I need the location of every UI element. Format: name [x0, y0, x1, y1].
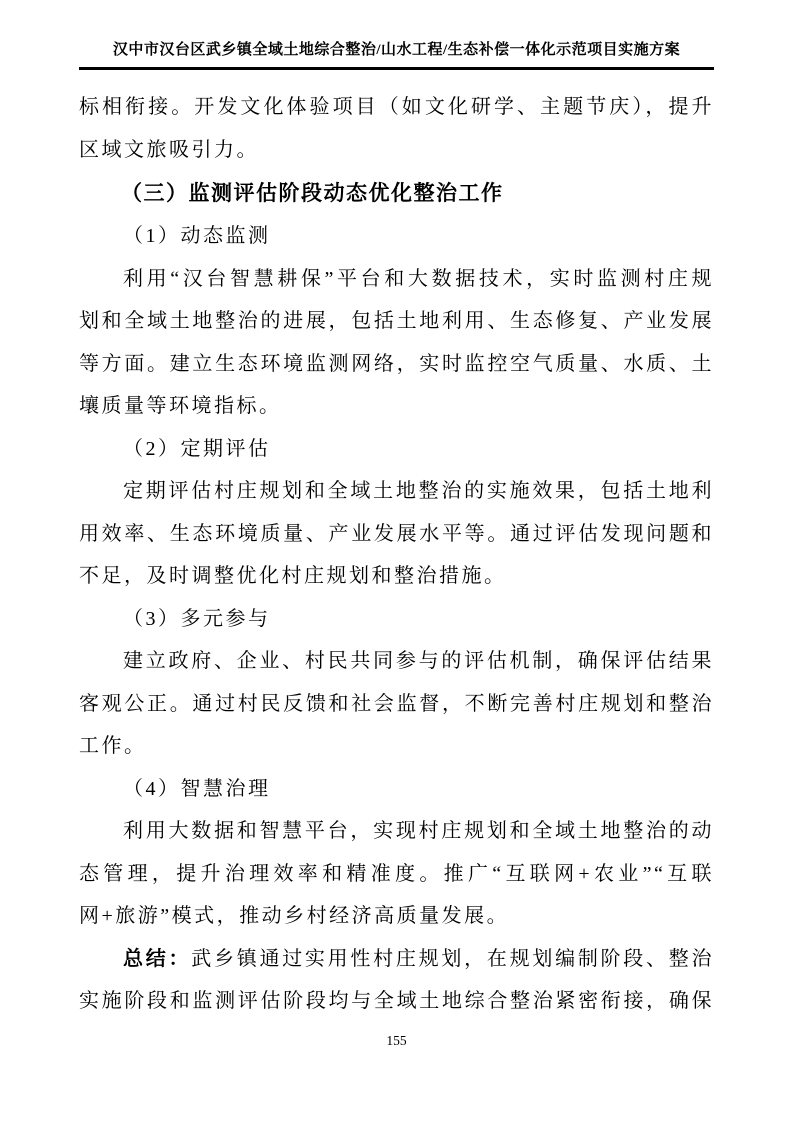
item2-title: （2）定期评估	[123, 437, 271, 460]
text-line: 等方面。建立生态环境监测网络，实时监控空气质量、水质、土	[79, 352, 714, 375]
text-line: 定期评估村庄规划和全域土地整治的实施效果，包括土地利	[123, 480, 714, 502]
section-heading: （三）监测评估阶段动态优化整治工作	[121, 181, 504, 205]
text-line: 态管理，提升治理效率和精准度。推广“互联网+农业”“互联	[79, 862, 714, 885]
text-line: 用效率、生态环境质量、产业发展水平等。通过评估发现问题和	[79, 522, 714, 545]
text-line: 壤质量等环境指标。	[79, 395, 282, 417]
text-line: 建立政府、企业、村民共同参与的评估机制，确保评估结果	[123, 650, 714, 672]
summary-lead: 总结：	[123, 947, 192, 970]
document-body	[79, 86, 714, 1023]
text-line	[79, 938, 714, 981]
text-line: 区域文旅吸引力。	[79, 138, 259, 161]
text-line: 实施阶段和监测评估阶段均与全域土地综合整治紧密衔接，确保	[79, 990, 714, 1012]
page-footer	[79, 1032, 714, 1050]
text-line: 不足，及时调整优化村庄规划和整治措施。	[79, 565, 507, 587]
text-line: 客观公正。通过村民反馈和社会监督，不断完善村庄规划和整治	[79, 692, 714, 715]
paragraph-intro	[79, 86, 714, 171]
header-rule	[79, 67, 714, 70]
paragraph-item4	[79, 810, 714, 938]
text-line: 网+旅游”模式，推动乡村经济高质量发展。	[79, 905, 510, 927]
item3-title: （3）多元参与	[123, 607, 271, 630]
text-line: 标相衔接。开发文化体验项目（如文化研学、主题节庆），提升	[79, 96, 714, 118]
text-line: 利用“汉台智慧耕保”平台和大数据技术，实时监测村庄规	[123, 267, 714, 290]
text-line: 划和全域土地整治的进展，包括土地利用、生态修复、产业发展	[79, 310, 714, 332]
paragraph-item1	[79, 258, 714, 428]
header-title: 汉中市汉台区武乡镇全域土地综合整治/山水工程/生态补偿一体化示范项目实施方案	[112, 42, 681, 58]
text-line: 利用大数据和智慧平台，实现村庄规划和全域土地整治的动	[123, 820, 714, 842]
item4-title: （4）智慧治理	[123, 777, 271, 800]
paragraph-item3	[79, 640, 714, 768]
page-header	[79, 40, 714, 70]
text-line: 工作。	[79, 735, 147, 757]
page-number: 155	[386, 1032, 407, 1048]
item1-title: （1）动态监测	[123, 225, 271, 247]
paragraph-item2	[79, 470, 714, 598]
paragraph-summary	[79, 938, 714, 1023]
summary-first-line: 武乡镇通过实用性村庄规划，在规划编制阶段、整治	[191, 947, 714, 970]
